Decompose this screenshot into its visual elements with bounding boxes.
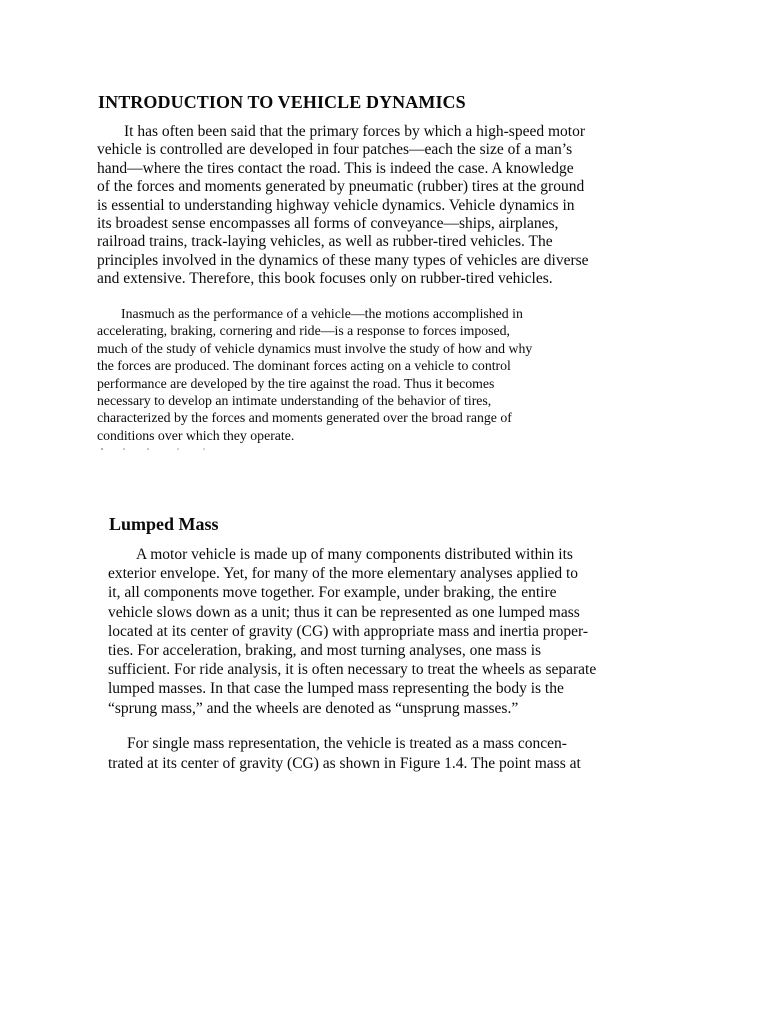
intro-paragraph-1 xyxy=(97,123,589,289)
text-line: it, all components move together. For example, under braking, the entire xyxy=(108,584,557,602)
text-line: hand—where the tires contact the road. This is indeed the case. A knowledge xyxy=(97,159,574,177)
text-line: exterior envelope. Yet, for many of the more elementary analyses applied to xyxy=(108,565,579,583)
text-line: accelerating, braking, cornering and ride—is a response to forces imposed, xyxy=(97,323,510,339)
text-line: trated at its center of gravity (CG) as shown in Figure 1.4. The point mass at xyxy=(108,754,581,772)
text-line: and extensive. Therefore, this book focuses only on rubber-tired vehicles. xyxy=(97,270,553,288)
text-line: the forces are produced. The dominant forces acting on a vehicle to control xyxy=(97,358,511,374)
text-line: vehicle is controlled are developed in four patches—each the size of a man’s xyxy=(97,141,573,159)
lumped-mass-paragraph-1 xyxy=(108,545,596,718)
text-line: For single mass representation, the vehicle is treated as a mass concen- xyxy=(127,735,567,752)
text-line: conditions over which they operate. xyxy=(97,427,295,443)
text-line: sufficient. For ride analysis, it is often necessary to treat the wheels as separate xyxy=(108,661,597,679)
text-line: ties. For acceleration, braking, and most turning analyses, one mass is xyxy=(108,642,542,660)
text-line: located at its center of gravity (CG) with appropriate mass and inertia proper- xyxy=(108,622,589,640)
text-line: “sprung mass,” and the wheels are denoted as “unsprung masses.” xyxy=(108,699,519,717)
text-line: vehicle slows down as a unit; thus it can be represented as one lumped mass xyxy=(108,603,580,621)
text-line: its broadest sense encompasses all forms of conveyance—ships, airplanes, xyxy=(97,215,559,233)
scan-artifact xyxy=(100,447,210,451)
text-line: characterized by the forces and moments generated over the broad range of xyxy=(97,410,512,426)
text-line: It has often been said that the primary forces by which a high-speed motor xyxy=(124,123,585,140)
text-line: performance are developed by the tire against the road. Thus it becomes xyxy=(97,375,495,391)
lumped-mass-paragraph-2 xyxy=(108,734,581,773)
lumped-mass-heading: Lumped Mass xyxy=(109,514,219,534)
text-line: A motor vehicle is made up of many components distributed within its xyxy=(136,546,573,563)
text-line: lumped masses. In that case the lumped mass representing the body is the xyxy=(108,680,564,698)
intro-paragraph-2 xyxy=(97,305,532,444)
text-line: necessary to develop an intimate understanding of the behavior of tires, xyxy=(97,393,492,409)
text-line: Inasmuch as the performance of a vehicle—the motions accomplished in xyxy=(121,306,523,321)
text-line: is essential to understanding highway vehicle dynamics. Vehicle dynamics in xyxy=(97,196,575,214)
intro-heading: INTRODUCTION TO VEHICLE DYNAMICS xyxy=(98,92,466,112)
text-line: much of the study of vehicle dynamics must involve the study of how and why xyxy=(97,340,533,356)
text-line: principles involved in the dynamics of these many types of vehicles are diverse xyxy=(97,251,589,269)
text-line: of the forces and moments generated by pneumatic (rubber) tires at the ground xyxy=(97,178,585,196)
text-line: railroad trains, track-laying vehicles, as well as rubber-tired vehicles. The xyxy=(97,233,553,251)
